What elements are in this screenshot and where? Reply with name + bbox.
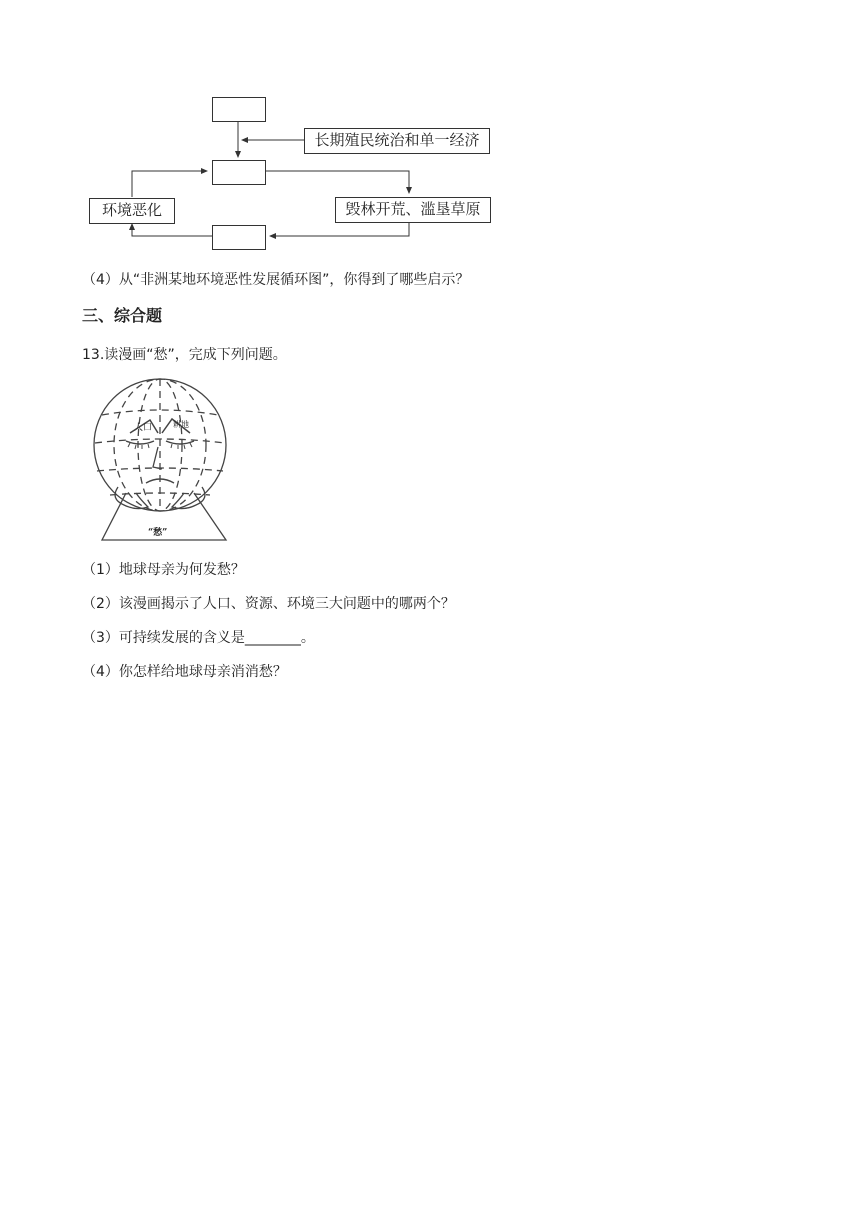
question-13-sub1: （1）地球母亲为何发愁？ bbox=[82, 562, 245, 578]
question-13-sub3: （3）可持续发展的含义是________。 bbox=[82, 630, 315, 646]
question-4: （4）从“非洲某地环境恶性发展循环图”，你得到了哪些启示？ bbox=[82, 272, 470, 288]
arrow-bottom-to-env bbox=[132, 224, 212, 236]
question-13-sub4: （4）你怎样给地球母亲消消愁？ bbox=[82, 664, 287, 680]
flow-box-top bbox=[212, 97, 266, 122]
cartoon-label-population: 人口 bbox=[134, 423, 153, 433]
question-13-sub2: （2）该漫画揭示了人口、资源、环境三大问题中的哪两个？ bbox=[82, 596, 455, 612]
section-title: 三、综合题 bbox=[82, 306, 163, 325]
cartoon-worried-earth bbox=[90, 375, 240, 545]
arrow-middle-to-deforest bbox=[265, 171, 409, 193]
cartoon-caption: “愁” bbox=[148, 528, 168, 538]
flow-box-bottom bbox=[212, 225, 266, 250]
cartoon-label-farmland: 耕地 bbox=[173, 420, 189, 429]
arrow-deforest-to-bottom bbox=[270, 221, 409, 236]
flow-box-deforestation: 毁林开荒、滥垦草原 bbox=[335, 197, 491, 223]
question-13-stem: 13.读漫画“愁”，完成下列问题。 bbox=[82, 347, 287, 363]
flow-box-environment: 环境恶化 bbox=[89, 198, 175, 224]
flow-box-middle bbox=[212, 160, 266, 185]
arrow-env-to-middle bbox=[132, 171, 207, 197]
flow-box-colonial: 长期殖民统治和单一经济 bbox=[304, 128, 490, 154]
